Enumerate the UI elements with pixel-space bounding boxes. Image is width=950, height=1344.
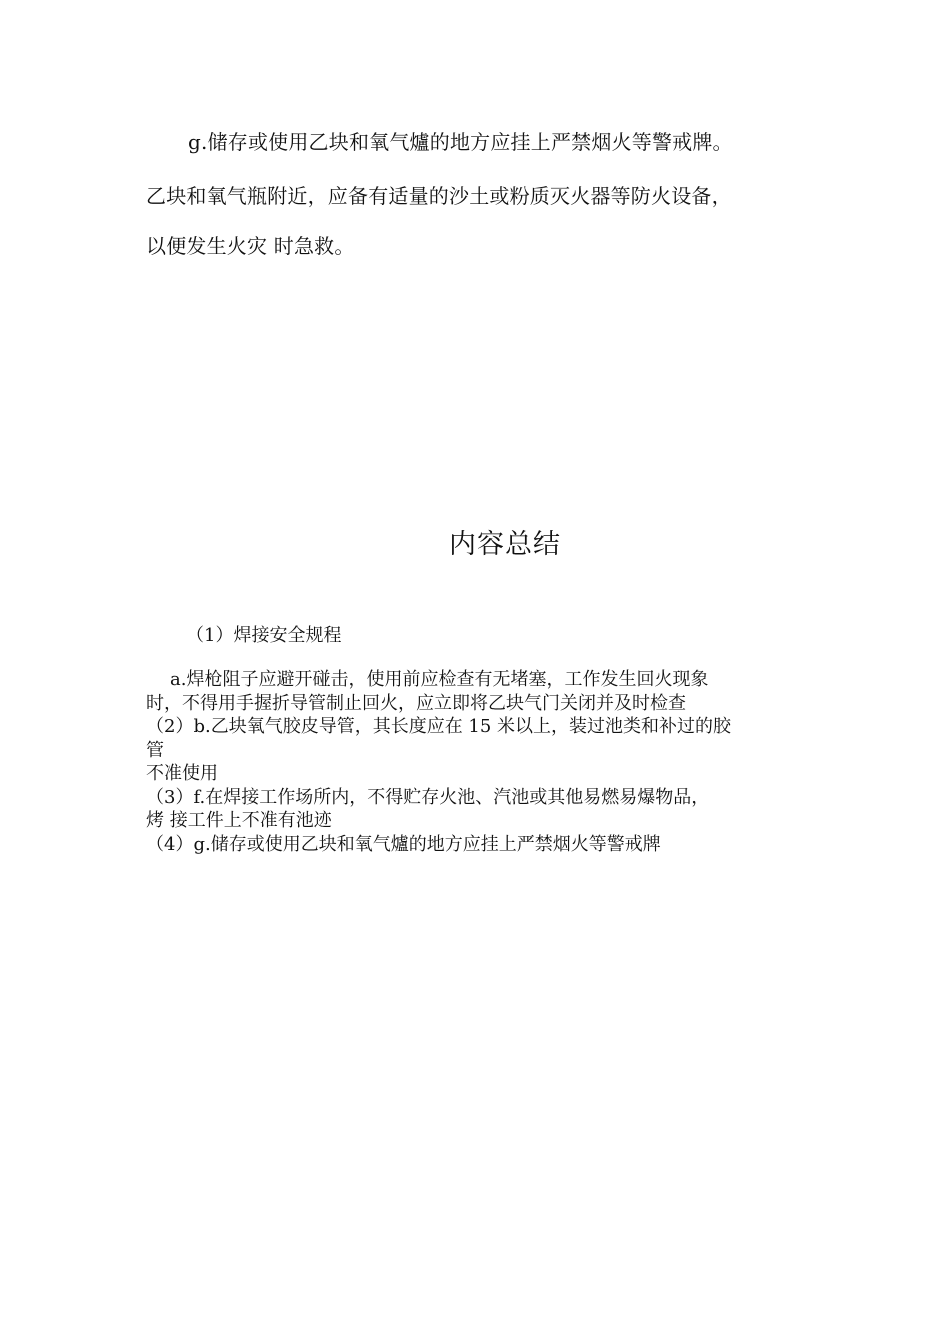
summary-line: （4）g.储存或使用乙块和氧气爐的地方应挂上严禁烟火等警戒牌: [146, 833, 661, 855]
summary-line: （3）f.在焊接工作场所内，不得贮存火池、汽池或其他易燃易爆物品，: [146, 786, 710, 808]
summary-line: 烤 接工件上不准有池迹: [146, 810, 332, 831]
summary-line: 时，不得用手握折导管制止回火，应立即将乙块气门关闭并及时检查: [146, 692, 686, 714]
summary-title: 内容总结: [449, 529, 561, 560]
section-heading: （1）焊接安全规程: [186, 625, 342, 646]
intro-line-1: g.储存或使用乙块和氧气爐的地方应挂上严禁烟火等警戒牌。: [188, 130, 733, 154]
summary-line: 管: [146, 739, 164, 761]
intro-line-3: 以便发生火灾 时急救。: [146, 234, 355, 258]
summary-line: a.焊枪阻子应避开碰击，使用前应检查有无堵塞，工作发生回火现象: [170, 669, 709, 690]
summary-line: 不准使用: [146, 763, 218, 784]
summary-line: （2）b.乙块氧气胶皮导管，其长度应在 15 米以上，装过池类和补过的胶: [146, 716, 732, 737]
intro-line-2: 乙块和氧气瓶附近，应备有适量的沙土或粉质灭火器等防火设备，: [146, 184, 732, 208]
summary-body: [146, 668, 816, 856]
